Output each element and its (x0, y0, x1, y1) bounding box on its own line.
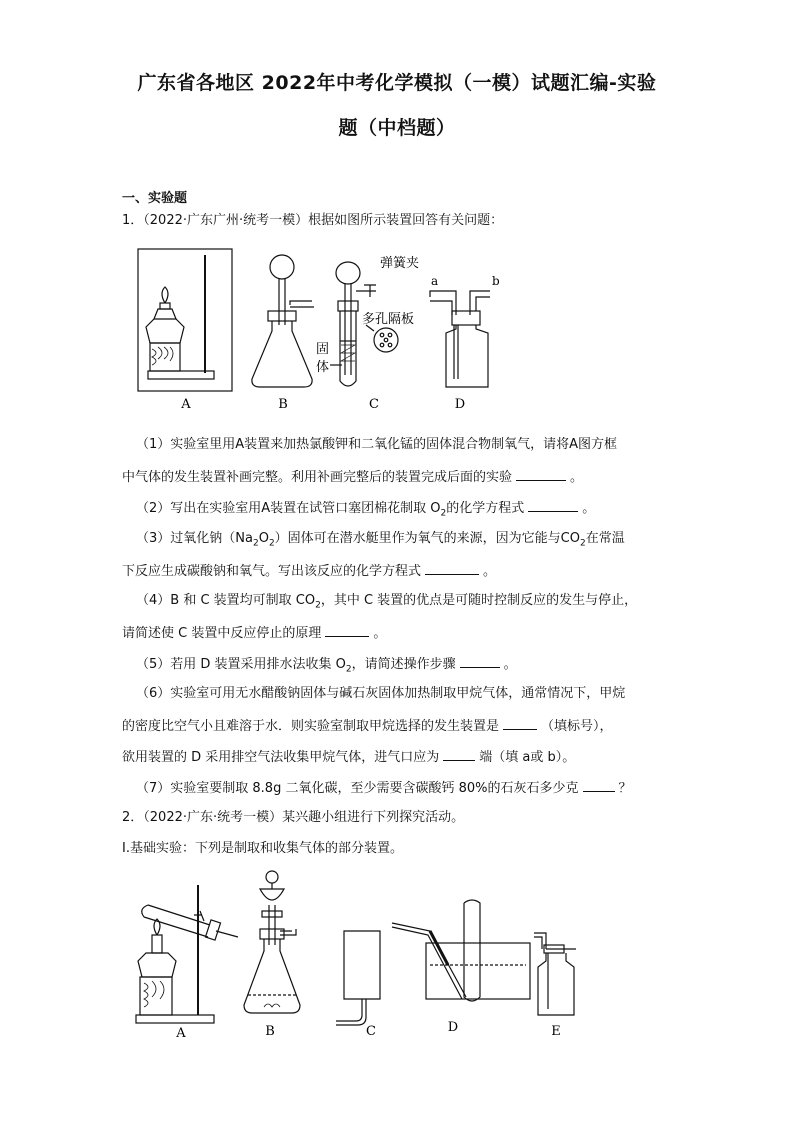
apparatus-2a (136, 885, 238, 1023)
label-fig1-d: D (454, 397, 466, 412)
apparatus-2b (244, 871, 300, 1013)
answer-blank[interactable] (528, 499, 578, 512)
q2-apparatus-figure (130, 865, 590, 1045)
apparatus-2d (392, 900, 530, 1001)
label-fig1-a: A (181, 397, 191, 412)
label-solid-2: 体 (316, 360, 330, 375)
q2-stem: 2．（2022·广东·统考一模）某兴趣小组进行下列探究活动。 (122, 810, 465, 825)
q2-subheading: I.基础实验：下列是制取和收集气体的部分装置。 (122, 841, 403, 856)
label-fig1-b: B (278, 397, 288, 412)
q1-stem: 1．（2022·广东广州·统考一模）根据如图所示装置回答有关问题： (122, 213, 504, 228)
q1-part1-line2: 中气体的发生装置补画完整。利用补画完整后的装置完成后面的实验 。 (122, 470, 584, 485)
label-a: a (431, 274, 439, 288)
q1-part7: （7）实验室要制取 8.8g 二氧化碳，至少需要含碳酸钙 80%的石灰石多少克 ？ (136, 781, 632, 796)
label-solid-1: 固 (316, 342, 330, 357)
section-heading: 一、实验题 (122, 191, 188, 206)
q1-part5: （5）若用 D 装置采用排水法收集 $O_2$，请简述操作步骤 。 (136, 657, 517, 675)
q1-part6-line3: 欲用装置的 D 采用排空气法收集甲烷气体，进气口应为 端（填 a或 b）。 (122, 750, 576, 765)
q1-part3-line1: （3）过氧化钠$(Na_2O_2)$固体可在潜水艇里作为氧气的来源，因为它能与$CO_2$在常温 (136, 531, 625, 549)
label-porous-plate: 多孔隔板 (362, 312, 415, 327)
q1-part4-line1: （4）B 和 C 装置均可制取 $CO_2$，其中 C 装置的优点是可随时控制反应的发生与停止， (136, 593, 638, 611)
answer-blank[interactable] (443, 748, 475, 761)
document-title-line-1: 广东省各地区 2022年中考化学模拟（一模）试题汇编-实验 (137, 72, 657, 94)
label-fig2-d: D (447, 1020, 459, 1035)
q1-part1-line1: （1）实验室里用A装置来加热氯酸钾和二氧化锰的固体混合物制氧气，请将A图方框 (136, 437, 618, 452)
label-spring-clip: 弹簧夹 (380, 256, 420, 271)
q1-part6-line1: （6）实验室可用无水醋酸钠固体与碱石灰固体加热制取甲烷气体，通常情况下，甲烷 (136, 686, 626, 701)
q1-part2: （2）写出在实验室用A装置在试管口塞团棉花制取 $O_2$的化学方程式 。 (136, 501, 596, 519)
answer-blank[interactable] (325, 624, 369, 637)
apparatus-d (430, 291, 490, 387)
label-b: b (492, 274, 500, 288)
answer-blank[interactable] (425, 562, 479, 575)
q1-part3-line2: 下反应生成碳酸钠和氧气。写出该反应的化学方程式 。 (122, 564, 497, 579)
answer-blank[interactable] (503, 717, 537, 730)
answer-blank[interactable] (583, 779, 615, 792)
apparatus-a (138, 249, 232, 391)
apparatus-2e (534, 933, 576, 1015)
label-fig2-b: B (265, 1024, 275, 1039)
apparatus-b (252, 255, 314, 387)
apparatus-2c (336, 931, 380, 1025)
q1-part4-line2: 请简述使 C 装置中反应停止的原理 。 (122, 626, 387, 641)
label-fig2-a: A (176, 1026, 186, 1041)
answer-blank[interactable] (516, 468, 566, 481)
label-fig1-c: C (369, 397, 379, 412)
label-fig2-e: E (551, 1024, 561, 1039)
answer-blank[interactable] (460, 655, 500, 668)
document-title-line-2: 题（中档题） (338, 117, 456, 139)
label-fig2-c: C (366, 1024, 376, 1039)
q1-apparatus-figure (130, 245, 530, 415)
q1-part6-line2: 的密度比空气小且难溶于水．则实验室制取甲烷选择的发生装置是 （填标号）， (122, 719, 613, 734)
